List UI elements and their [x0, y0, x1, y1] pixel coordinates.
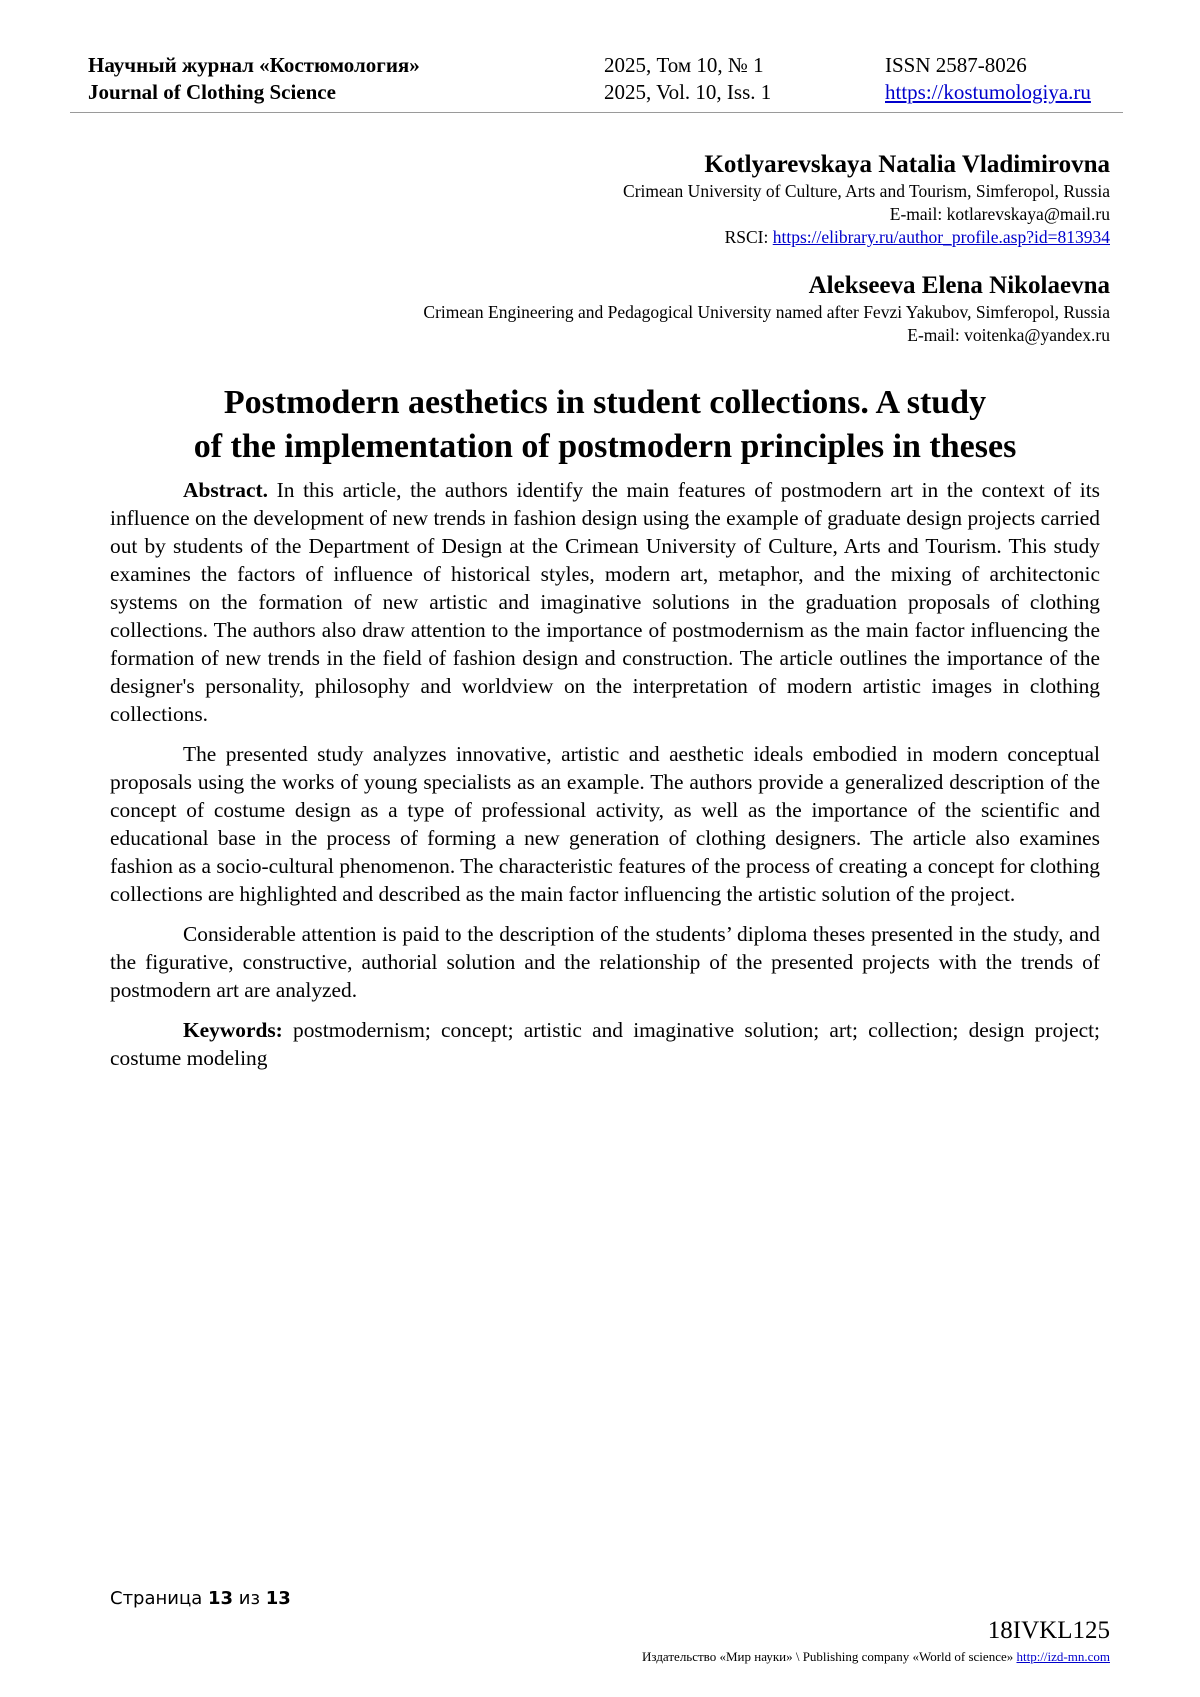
- abstract-section: [110, 476, 1100, 1084]
- issue-en: 2025, Vol. 10, Iss. 1: [604, 80, 772, 104]
- publisher-text: Издательство «Мир науки» \ Publishing company «World of science»: [642, 1649, 1017, 1664]
- journal-name-ru: Научный журнал «Костюмология»: [88, 53, 420, 77]
- issn-block: [885, 52, 1091, 106]
- author-rsci: [423, 226, 1110, 249]
- author-name: Alekseeva Elena Nikolaevna: [808, 272, 1110, 299]
- page-number: [110, 1588, 291, 1609]
- page-current: 13: [207, 1588, 234, 1609]
- article-code: 18IVKL125: [987, 1617, 1110, 1644]
- header-divider: [70, 112, 1123, 113]
- author-email: E-mail: kotlarevskaya@mail.ru: [889, 204, 1110, 224]
- abstract-paragraph-3: Considerable attention is paid to the description of the students’ diploma theses presented in the study, and the figurative, constructive, authorial solution and the relationship of the presented projects with the trends of postmodern art are analyzed.: [110, 922, 1100, 1002]
- author-1: [423, 150, 1110, 249]
- article-title: [90, 381, 1120, 469]
- keywords-paragraph: [110, 1016, 1100, 1072]
- title-line-1: Postmodern aesthetics in student collections. A study: [223, 384, 987, 421]
- page-total: 13: [265, 1588, 291, 1609]
- abstract-paragraph-1: [110, 476, 1100, 728]
- rsci-label: RSCI:: [724, 227, 773, 247]
- page-prefix: Страница: [110, 1588, 208, 1609]
- abstract-text-1: In this article, the authors identify the main features of postmodern art in the context of its influence on the development of new trends in fashion design using the example of graduate design projects carried out by students of the Department of Design at the Crimean University of Culture, Arts and Tourism. This study examines the factors of influence of historical styles, modern art, metaphor, and the mixing of architectonic systems on the formation of new artistic and imaginative solutions in the graduation proposals of clothing collections. The authors also draw attention to the importance of postmodernism as the main factor influencing the formation of new trends in the field of fashion design and construction. The article outlines the importance of the designer's personality, philosophy and worldview on the interpretation of modern artistic images in clothing collections.: [110, 478, 1100, 726]
- abstract-paragraph-2: The presented study analyzes innovative, artistic and aesthetic ideals embodied in modern conceptual proposals using the works of young specialists as an example. The authors provide a generalized description of the concept of costume design as a type of professional activity, as well as the importance of the scientific and educational base in the process of forming a new generation of clothing designers. The article also examines fashion as a socio-cultural phenomenon. The characteristic features of the process of creating a concept for clothing collections are highlighted and described as the main factor influencing the artistic solution of the project.: [110, 742, 1100, 906]
- authors-section: [423, 150, 1110, 347]
- title-line-2: of the implementation of postmodern principles in theses: [193, 428, 1017, 465]
- rsci-profile-link[interactable]: https://elibrary.ru/author_profile.asp?id=813934: [772, 227, 1110, 247]
- author-2: [423, 271, 1110, 347]
- journal-site-link[interactable]: https://kostumologiya.ru: [885, 80, 1091, 104]
- issn: ISSN 2587-8026: [885, 53, 1027, 77]
- page-of: из: [233, 1588, 266, 1609]
- keywords-text: postmodernism; concept; artistic and imaginative solution; art; collection; design project; costume modeling: [110, 1018, 1100, 1070]
- publisher-link[interactable]: http://izd-mn.com: [1016, 1649, 1110, 1664]
- journal-name-block: [88, 52, 420, 106]
- issue-block: [604, 52, 771, 106]
- author-affiliation: Crimean University of Culture, Arts and Tourism, Simferopol, Russia: [623, 181, 1110, 201]
- author-name: Kotlyarevskaya Natalia Vladimirovna: [704, 151, 1110, 178]
- keywords-label: Keywords:: [183, 1018, 283, 1042]
- author-email: E-mail: voitenka@yandex.ru: [907, 325, 1110, 345]
- publisher-line: [642, 1649, 1110, 1665]
- abstract-label: Abstract.: [183, 478, 268, 502]
- journal-name-en: Journal of Clothing Science: [88, 80, 336, 104]
- author-affiliation: Crimean Engineering and Pedagogical University named after Fevzi Yakubov, Simferopol, Russia: [423, 302, 1110, 322]
- issue-ru: 2025, Том 10, № 1: [604, 53, 764, 77]
